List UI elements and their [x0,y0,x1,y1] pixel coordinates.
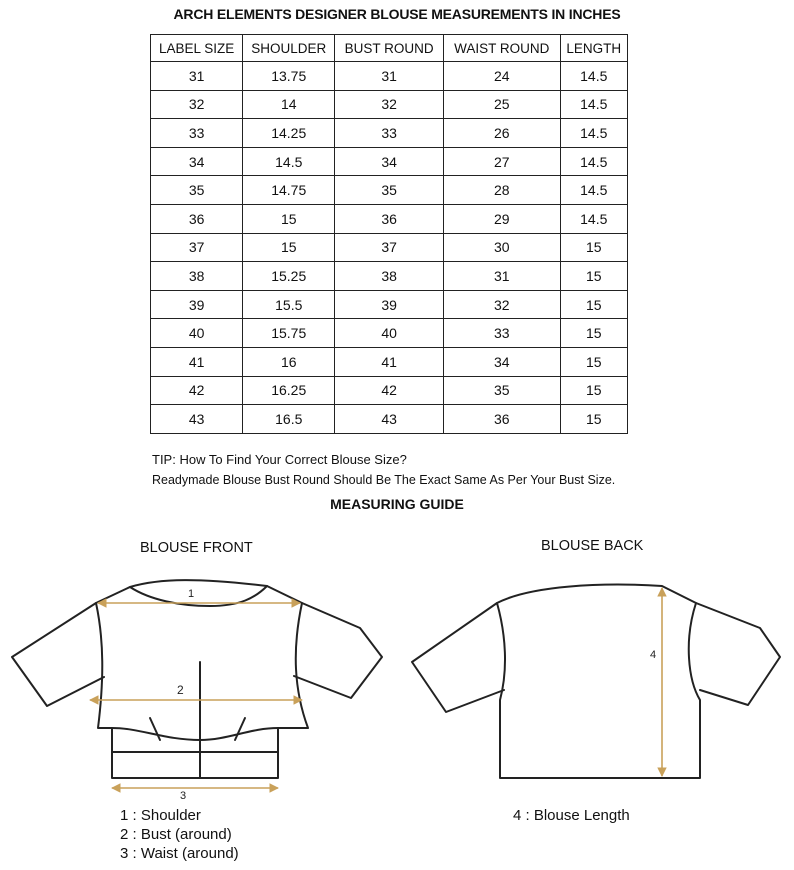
table-cell: 15 [560,347,627,376]
table-cell: 16.25 [243,376,335,405]
table-cell: 33 [151,119,243,148]
table-cell: 14.5 [560,176,627,205]
table-cell: 14.5 [560,204,627,233]
table-cell: 15 [560,376,627,405]
table-cell: 14.5 [560,119,627,148]
table-cell: 25 [444,90,560,119]
table-cell: 40 [151,319,243,348]
table-cell: 15 [243,204,335,233]
table-cell: 14.5 [560,62,627,91]
table-cell: 42 [335,376,444,405]
table-cell: 37 [151,233,243,262]
table-cell: 43 [335,405,444,434]
table-cell: 15 [560,290,627,319]
table-cell: 37 [335,233,444,262]
table-cell: 33 [444,319,560,348]
table-cell: 30 [444,233,560,262]
table-cell: 15 [560,405,627,434]
table-cell: 15 [560,233,627,262]
table-cell: 15.75 [243,319,335,348]
front-right-sleeve [294,603,382,698]
table-cell: 14.75 [243,176,335,205]
table-cell: 35 [444,376,560,405]
table-cell: 36 [335,204,444,233]
back-left-sleeve [412,603,504,712]
table-cell: 15 [560,319,627,348]
table-cell: 34 [335,147,444,176]
table-cell: 15 [243,233,335,262]
table-cell: 27 [444,147,560,176]
table-cell: 16 [243,347,335,376]
table-cell: 41 [335,347,444,376]
back-right-sleeve [696,603,780,705]
table-cell: 14 [243,90,335,119]
table-cell: 16.5 [243,405,335,434]
measuring-guide-heading: MEASURING GUIDE [330,496,464,512]
table-cell: 31 [335,62,444,91]
marker-2: 2 [177,683,184,697]
table-cell: 29 [444,204,560,233]
header-waist-round: WAIST ROUND [444,35,560,62]
table-cell: 15 [560,262,627,291]
table-cell: 14.5 [560,147,627,176]
tip-question: TIP: How To Find Your Correct Blouse Size? [152,452,407,467]
table-cell: 38 [151,262,243,291]
table-cell: 14.5 [243,147,335,176]
header-shoulder: SHOULDER [243,35,335,62]
table-cell: 14.25 [243,119,335,148]
table-cell: 34 [151,147,243,176]
header-label-size: LABEL SIZE [151,35,243,62]
table-cell: 39 [151,290,243,319]
table-cell: 35 [151,176,243,205]
table-cell: 28 [444,176,560,205]
table-cell: 15.5 [243,290,335,319]
table-cell: 33 [335,119,444,148]
table-cell: 26 [444,119,560,148]
table-cell: 38 [335,262,444,291]
table-cell: 15.25 [243,262,335,291]
table-cell: 36 [444,405,560,434]
legend-shoulder: 1 : Shoulder [120,807,201,824]
table-cell: 42 [151,376,243,405]
table-cell: 13.75 [243,62,335,91]
table-cell: 31 [444,262,560,291]
marker-3: 3 [180,790,187,802]
table-cell: 14.5 [560,90,627,119]
table-cell: 32 [335,90,444,119]
front-body-outline [96,586,308,778]
table-cell: 32 [151,90,243,119]
table-cell: 32 [444,290,560,319]
tip-advice: Readymade Blouse Bust Round Should Be The Exact Same As Per Your Bust Size. [152,473,616,487]
front-dart-detail-right [235,718,245,740]
blouse-back-drawing [412,585,780,778]
legend-bust: 2 : Bust (around) [120,826,232,843]
table-cell: 34 [444,347,560,376]
table-cell: 35 [335,176,444,205]
table-cell: 41 [151,347,243,376]
table-cell: 36 [151,204,243,233]
blouse-front-label: BLOUSE FRONT [140,540,253,556]
legend-waist: 3 : Waist (around) [120,845,239,862]
legend-blouse-length: 4 : Blouse Length [513,807,630,824]
front-legend [120,806,239,863]
table-cell: 31 [151,62,243,91]
table-cell: 40 [335,319,444,348]
header-bust-round: BUST ROUND [335,35,444,62]
back-body-outline [497,585,700,778]
table-cell: 24 [444,62,560,91]
blouse-back-label: BLOUSE BACK [541,538,644,554]
blouse-front-drawing [12,580,382,778]
marker-4: 4 [650,649,657,661]
table-cell: 39 [335,290,444,319]
front-left-sleeve [12,603,104,706]
front-neckline [130,580,267,587]
marker-1: 1 [188,588,195,600]
header-length: LENGTH [560,35,627,62]
front-dart-detail-left [150,718,160,740]
page-title: ARCH ELEMENTS DESIGNER BLOUSE MEASUREMENTS IN INCHES [173,6,621,22]
table-cell: 43 [151,405,243,434]
